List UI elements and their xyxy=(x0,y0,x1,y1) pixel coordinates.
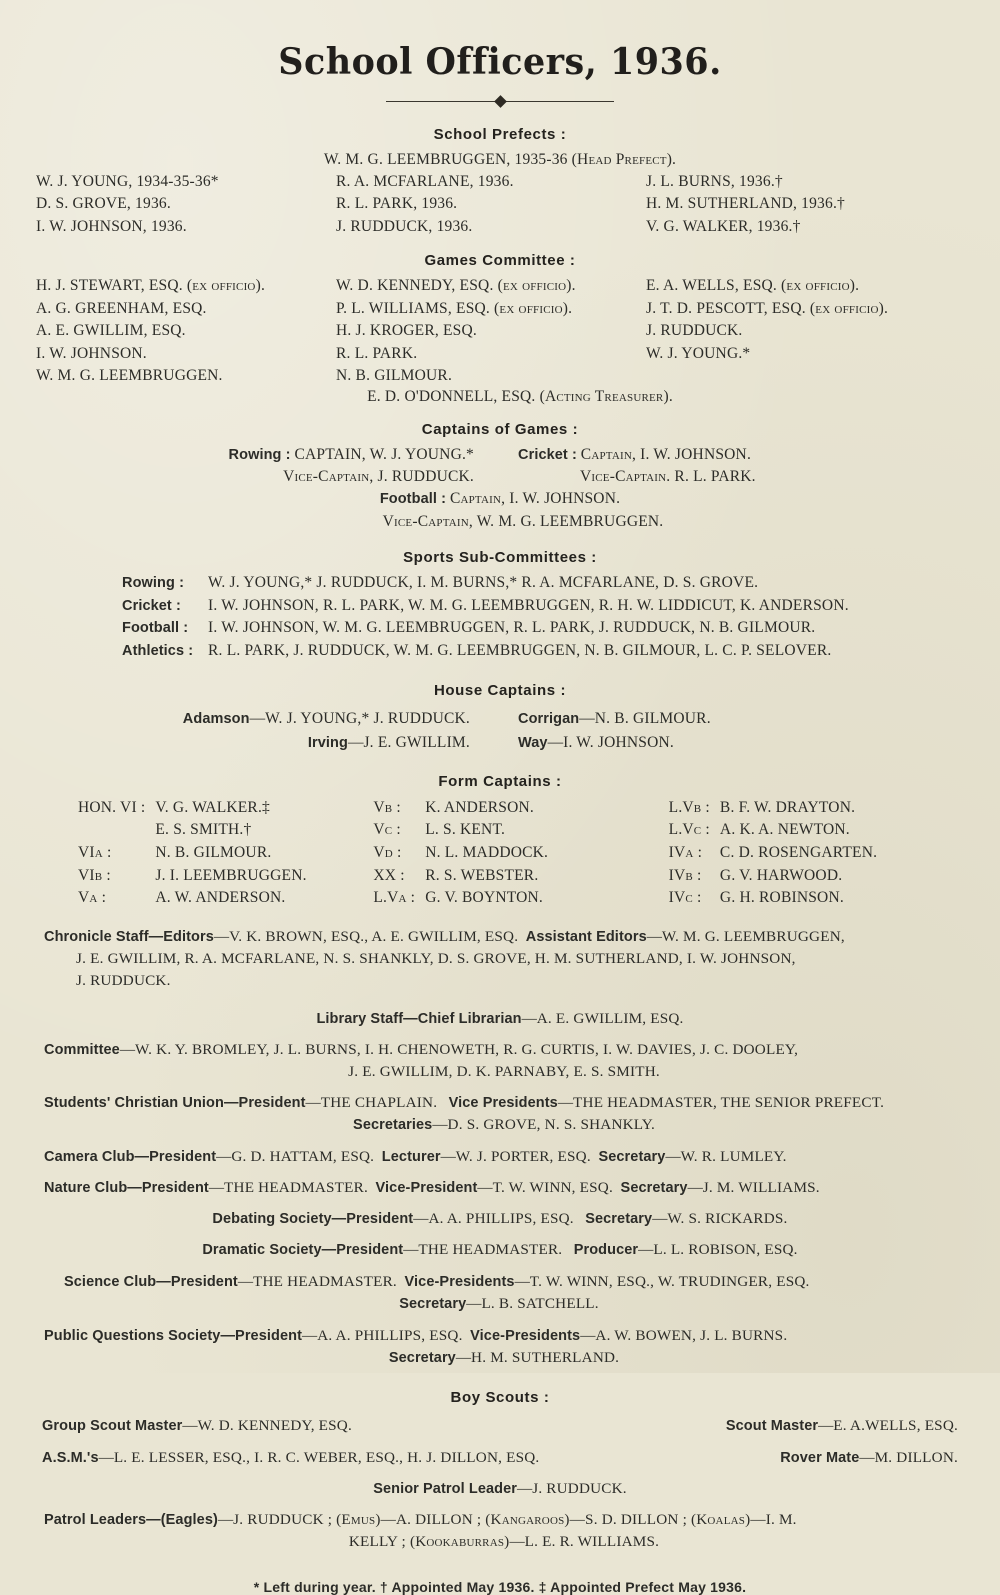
form-captain-name: L. S. KENT. xyxy=(425,821,506,839)
scout-master: E. A.WELLS, ESQ. xyxy=(833,1417,958,1435)
list-item: V. G. WALKER, 1936.† xyxy=(646,217,801,235)
patrol-leaders-block: Patrol Leaders—(Eagles)—J. RUDDUCK ; (Emus)—A. DILLON ; (Kangaroos)—S. D. DILLON ; (Koalas)—I. M. KELLY ; (Kookaburras)—L. E. R. WILLIAMS. xyxy=(36,1509,964,1553)
sub-committee-row xyxy=(122,617,964,639)
sub-committee-label: Cricket : xyxy=(122,597,181,614)
house-name: Way xyxy=(518,735,548,752)
debating-society-president: A. A. PHILLIPS, ESQ. xyxy=(428,1210,574,1228)
scu-president: THE CHAPLAIN. xyxy=(320,1094,438,1112)
science-club-sec-label: Secretary xyxy=(399,1296,467,1313)
chronicle-staff-label: Chronicle Staff—Editors xyxy=(44,928,214,945)
camera-club-president: G. D. HATTAM, ESQ. xyxy=(231,1148,375,1166)
form-captain-name: C. D. ROSENGARTEN. xyxy=(719,844,878,862)
form-captain-name: R. S. WEBSTER. xyxy=(425,866,539,884)
cricket-captains xyxy=(500,444,964,489)
camera-club-role3-label: Secretary xyxy=(598,1149,666,1166)
form-label: L.Vc : xyxy=(668,821,710,839)
assistant-editors-line-3: J. RUDDUCK. xyxy=(76,971,171,989)
asm-line: A.S.M.'s—L. E. LESSER, ESQ., I. R. C. WEBER, ESQ., H. J. DILLON, ESQ. xyxy=(42,1449,540,1467)
camera-club-line: Camera Club—President—G. D. HATTAM, ESQ. Lecturer—W. J. PORTER, ESQ. Secretary—W. R. LUMLEY. xyxy=(44,1148,787,1166)
games-committee-column-2 xyxy=(336,275,646,387)
house-name: Irving xyxy=(307,735,348,752)
sub-committee-members: W. J. YOUNG,* J. RUDDUCK, I. M. BURNS,* R. A. MCFARLANE, D. S. GROVE. xyxy=(208,574,759,592)
dramatic-society-line: Dramatic Society—President—THE HEADMASTER. Producer—L. L. ROBISON, ESQ. xyxy=(202,1241,798,1259)
house-captain-names: I. W. JOHNSON. xyxy=(563,734,674,752)
form-label: XX : xyxy=(373,866,405,884)
section-heading-sports-sub-committees: Sports Sub-Committees : xyxy=(403,549,597,567)
camera-club-lecturer: W. J. PORTER, ESQ. xyxy=(455,1148,591,1166)
cricket-vice-captain: Vice-Captain. R. L. PARK. xyxy=(580,468,756,486)
house-captain-names: J. E. GWILLIM. xyxy=(363,734,470,752)
nature-club-role2-label: Vice-President xyxy=(375,1180,478,1197)
public-questions-vice-label: Vice-Presidents xyxy=(470,1328,581,1345)
form-label: VIa : xyxy=(78,844,112,862)
library-staff-label: Library Staff—Chief Librarian xyxy=(316,1011,522,1028)
nature-club-president: THE HEADMASTER. xyxy=(224,1179,368,1197)
asm-label: A.S.M.'s xyxy=(42,1450,99,1467)
scout-master-line: Scout Master—E. A.WELLS, ESQ. xyxy=(725,1417,958,1435)
form-captain-name: G. V. BOYNTON. xyxy=(425,889,543,907)
form-captain-name: A. K. A. NEWTON. xyxy=(719,821,850,839)
list-item: W. D. KENNEDY, ESQ. (ex officio). xyxy=(336,277,576,295)
debating-society-label: Debating Society—President xyxy=(212,1211,414,1228)
assistant-editors-line-1: W. M. G. LEEMBRUGGEN, xyxy=(661,927,845,945)
page-title: School Officers, 1936. xyxy=(278,41,722,83)
form-captain-name: G. V. HARWOOD. xyxy=(719,866,843,884)
camera-club-secretary: W. R. LUMLEY. xyxy=(680,1148,787,1166)
public-questions-president: A. A. PHILLIPS, ESQ. xyxy=(317,1327,463,1345)
games-committee-treasurer: E. D. O'DONNELL, ESQ. (Acting Treasurer). xyxy=(367,387,673,405)
form-captains-column-3 xyxy=(669,797,964,910)
cricket-captain: Captain, I. W. JOHNSON. xyxy=(580,445,752,463)
form-label: Vc : xyxy=(373,821,401,839)
sub-committee-label: Athletics : xyxy=(122,642,194,659)
rowing-captains xyxy=(36,444,500,489)
house-captain-row: Irving—J. E. GWILLIM. xyxy=(307,734,470,752)
senior-patrol-leader-line: Senior Patrol Leader—J. RUDDUCK. xyxy=(373,1480,627,1498)
list-item: W. M. G. LEEMBRUGGEN. xyxy=(36,367,223,385)
section-heading-form-captains: Form Captains : xyxy=(438,772,562,790)
form-label xyxy=(78,819,145,842)
public-questions-secretary-line: Secretary—H. M. SUTHERLAND. xyxy=(388,1349,620,1367)
sub-committee-label: Football : xyxy=(122,620,189,637)
house-captain-row: Adamson—W. J. YOUNG,* J. RUDDUCK. xyxy=(182,710,470,728)
camera-club-label: Camera Club—President xyxy=(44,1149,217,1166)
dramatic-society-president: THE HEADMASTER. xyxy=(418,1241,563,1259)
list-item: R. L. PARK, 1936. xyxy=(336,195,458,213)
debating-society-secretary: W. S. RICKARDS. xyxy=(667,1210,788,1228)
sub-committee-row xyxy=(122,595,964,617)
library-committee-label: Committee xyxy=(44,1042,120,1059)
sub-committee-members: I. W. JOHNSON, W. M. G. LEEMBRUGGEN, R. L. PARK, J. RUDDUCK, N. B. GILMOUR. xyxy=(208,619,816,637)
form-captain-name: N. B. GILMOUR. xyxy=(155,844,272,862)
students-christian-union-block: Students' Christian Union—President—THE CHAPLAIN. Vice Presidents—THE HEADMASTER, THE SENIOR PREFECT. Secretaries—D. S. GROVE, N. S. SHANKLY. xyxy=(36,1092,964,1136)
rover-mate: M. DILLON. xyxy=(874,1449,958,1467)
nature-club-line: Nature Club—President—THE HEADMASTER. Vice-President—T. W. WINN, ESQ. Secretary—J. M. WILLIAMS. xyxy=(44,1179,820,1197)
science-club-president: THE HEADMASTER. xyxy=(253,1273,397,1291)
asm-names: L. E. LESSER, ESQ., I. R. C. WEBER, ESQ., H. J. DILLON, ESQ. xyxy=(113,1449,540,1467)
form-captain-name: J. I. LEEMBRUGGEN. xyxy=(155,866,307,884)
science-club-label: Science Club—President xyxy=(64,1274,238,1291)
form-captains-column-1 xyxy=(78,797,373,910)
house-captain-row: Way—I. W. JOHNSON. xyxy=(518,734,674,752)
group-scout-master: W. D. KENNEDY, ESQ. xyxy=(197,1417,352,1435)
scu-secretaries: D. S. GROVE, N. S. SHANKLY. xyxy=(447,1116,655,1134)
patrol-leaders-label: Patrol Leaders—(Eagles) xyxy=(44,1512,218,1529)
sub-committee-members: I. W. JOHNSON, R. L. PARK, W. M. G. LEEMBRUGGEN, R. H. W. LIDDICUT, K. ANDERSON. xyxy=(208,596,849,614)
football-label: Football : xyxy=(379,491,447,508)
camera-club-role2-label: Lecturer xyxy=(381,1149,441,1166)
list-item: I. W. JOHNSON. xyxy=(36,344,147,362)
list-item: H. J. KROGER, ESQ. xyxy=(336,322,477,340)
nature-club-label: Nature Club—President xyxy=(44,1180,209,1197)
list-item: R. A. MCFARLANE, 1936. xyxy=(336,172,514,190)
form-label: Va : xyxy=(78,889,107,907)
form-label: HON. VI : xyxy=(78,798,146,816)
list-item: E. A. WELLS, ESQ. (ex officio). xyxy=(646,277,860,295)
scu-vice-label: Vice Presidents xyxy=(448,1095,558,1112)
nature-club-vice-president: T. W. WINN, ESQ. xyxy=(492,1179,613,1197)
list-item: H. M. SUTHERLAND, 1936.† xyxy=(646,195,845,213)
sub-committee-row xyxy=(122,640,964,662)
science-club-vice-label: Vice-Presidents xyxy=(404,1274,515,1291)
football-captain: Captain, I. W. JOHNSON. xyxy=(449,490,621,508)
list-item: J. RUDDUCK. xyxy=(646,322,743,340)
science-club-block: Science Club—President—THE HEADMASTER. Vice-Presidents—T. W. WINN, ESQ., W. TRUDINGER, ESQ. Secretary—L. B. SATCHELL. xyxy=(36,1271,964,1315)
form-label: IVc : xyxy=(668,889,702,907)
debating-society-line: Debating Society—President—A. A. PHILLIPS, ESQ. Secretary—W. S. RICKARDS. xyxy=(212,1210,788,1228)
title-divider-ornament xyxy=(386,96,614,108)
house-name: Adamson xyxy=(182,711,250,728)
list-item: A. E. GWILLIM, ESQ. xyxy=(36,322,186,340)
patrol-leaders-kookaburras: L. E. R. WILLIAMS. xyxy=(524,1533,660,1551)
dramatic-society-label: Dramatic Society—President xyxy=(202,1242,404,1259)
list-item: N. B. GILMOUR. xyxy=(336,367,453,385)
dramatic-society-role2-label: Producer xyxy=(573,1242,639,1259)
sub-committee-label: Rowing : xyxy=(122,575,185,592)
section-heading-prefects: School Prefects : xyxy=(433,125,567,143)
library-committee-line-1: W. K. Y. BROMLEY, J. L. BURNS, I. H. CHENOWETH, R. G. CURTIS, I. W. DAVIES, J. C. DOOLEY, xyxy=(135,1041,799,1059)
assistant-editors-line-2: J. E. GWILLIM, R. A. MCFARLANE, N. S. SHANKLY, D. S. GROVE, H. M. SUTHERLAND, I. W. JOHNSON, xyxy=(76,949,796,967)
form-label: IVb : xyxy=(668,866,702,884)
form-captain-name: V. G. WALKER.‡ xyxy=(155,798,270,816)
form-label: Vd : xyxy=(373,844,402,862)
form-captain-name: E. S. SMITH.† xyxy=(155,821,252,839)
debating-society-role2-label: Secretary xyxy=(585,1211,653,1228)
footnote-legend: * Left during year. † Appointed May 1936. ‡ Appointed Prefect May 1936. xyxy=(253,1579,747,1595)
house-captain-names: N. B. GILMOUR. xyxy=(594,710,711,728)
form-captain-name: N. L. MADDOCK. xyxy=(425,844,549,862)
cricket-label: Cricket : xyxy=(518,446,577,463)
rowing-captain: CAPTAIN, W. J. YOUNG.* xyxy=(294,445,474,463)
form-label: Vb : xyxy=(373,798,401,816)
library-committee-line-2: J. E. GWILLIM, D. K. PARNABY, E. S. SMITH. xyxy=(348,1063,660,1081)
chronicle-editors: V. K. BROWN, ESQ., A. E. GWILLIM, ESQ. xyxy=(229,927,519,945)
science-club-secretary-line: Secretary—L. B. SATCHELL. xyxy=(399,1295,599,1313)
nature-club-secretary: J. M. WILLIAMS. xyxy=(702,1179,820,1197)
rowing-vice-captain: Vice-Captain, J. RUDDUCK. xyxy=(283,468,474,486)
list-item: J. RUDDUCK, 1936. xyxy=(336,217,473,235)
scu-vice-presidents: THE HEADMASTER, THE SENIOR PREFECT. xyxy=(573,1094,885,1112)
prefects-column-1 xyxy=(36,171,336,238)
rover-mate-label: Rover Mate xyxy=(780,1450,860,1467)
group-scout-master-label: Group Scout Master xyxy=(42,1418,183,1435)
form-label: IVa : xyxy=(668,844,703,862)
patrol-leaders-line-1: J. RUDDUCK ; (Emus)—A. DILLON ; (Kangaroos)—S. D. DILLON ; (Koalas)—I. M. xyxy=(233,1511,797,1529)
scu-secretaries-line: Secretaries—D. S. GROVE, N. S. SHANKLY. xyxy=(353,1116,655,1134)
form-captain-name: A. W. ANDERSON. xyxy=(155,889,286,907)
house-captain-names: W. J. YOUNG,* J. RUDDUCK. xyxy=(265,710,470,728)
football-vice-captain: Vice-Captain, W. M. G. LEEMBRUGGEN. xyxy=(382,512,664,530)
games-committee-column-1 xyxy=(36,275,336,387)
public-questions-vice-presidents: A. W. BOWEN, J. L. BURNS. xyxy=(595,1327,788,1345)
section-heading-captains-of-games: Captains of Games : xyxy=(421,420,579,438)
list-item: A. G. GREENHAM, ESQ. xyxy=(36,299,207,317)
group-scout-master-line: Group Scout Master—W. D. KENNEDY, ESQ. xyxy=(42,1417,352,1435)
list-item: H. J. STEWART, ESQ. (ex officio). xyxy=(36,277,266,295)
section-heading-house-captains: House Captains : xyxy=(433,682,567,700)
scu-sec-label: Secretaries xyxy=(353,1117,433,1134)
list-item: R. L. PARK. xyxy=(336,344,418,362)
senior-patrol-leader: J. RUDDUCK. xyxy=(532,1480,627,1498)
list-item: J. T. D. PESCOTT, ESQ. (ex officio). xyxy=(646,299,889,317)
chief-librarian: A. E. GWILLIM, ESQ. xyxy=(536,1010,684,1028)
chronicle-staff-block: Chronicle Staff—Editors—V. K. BROWN, ESQ., A. E. GWILLIM, ESQ. Assistant Editors—W. M. G. LEEMBRUGGEN, J. E. GWILLIM, R. A. MCFARLANE, N. S. SHANKLY, D. S. GROVE, H. M. SUTHERLAND, I. W. JOHNSON, J. RUDDUCK. xyxy=(36,926,964,992)
dramatic-society-producer: L. L. ROBISON, ESQ. xyxy=(653,1241,798,1259)
form-captain-name: K. ANDERSON. xyxy=(425,798,534,816)
form-label: L.Va : xyxy=(373,889,416,907)
list-item: P. L. WILLIAMS, ESQ. (ex officio). xyxy=(336,299,573,317)
scu-label: Students' Christian Union—President xyxy=(44,1095,306,1112)
list-item: W. J. YOUNG.* xyxy=(646,344,751,362)
form-label: L.Vb : xyxy=(668,798,710,816)
form-captain-name: B. F. W. DRAYTON. xyxy=(719,798,856,816)
prefects-column-3 xyxy=(646,171,964,238)
patrol-leaders-line-2: KELLY ; (Kookaburras)—L. E. R. WILLIAMS. xyxy=(348,1533,660,1551)
public-questions-block: Public Questions Society—President—A. A. PHILLIPS, ESQ. Vice-Presidents—A. W. BOWEN, J. L. BURNS. Secretary—H. M. SUTHERLAND. xyxy=(36,1325,964,1369)
scout-master-label: Scout Master xyxy=(725,1418,819,1435)
rowing-label: Rowing : xyxy=(228,446,291,463)
games-committee-column-3 xyxy=(646,275,964,387)
science-club-secretary: L. B. SATCHELL. xyxy=(481,1295,599,1313)
rover-mate-line: Rover Mate—M. DILLON. xyxy=(780,1449,958,1467)
section-heading-boy-scouts: Boy Scouts : xyxy=(450,1389,550,1407)
head-prefect-line: W. M. G. LEEMBRUGGEN, 1935-36 (Head Prefect). xyxy=(323,150,677,168)
senior-patrol-leader-label: Senior Patrol Leader xyxy=(373,1481,518,1498)
list-item: J. L. BURNS, 1936.† xyxy=(646,172,783,190)
sub-committee-members: R. L. PARK, J. RUDDUCK, W. M. G. LEEMBRUGGEN, N. B. GILMOUR, L. C. P. SELOVER. xyxy=(208,641,832,659)
list-item: W. J. YOUNG, 1934-35-36* xyxy=(36,172,219,190)
section-heading-games-committee: Games Committee : xyxy=(424,252,576,270)
form-label: VIb : xyxy=(78,866,111,884)
form-captains-column-2 xyxy=(373,797,668,910)
prefects-column-2 xyxy=(336,171,646,238)
library-staff-line: Library Staff—Chief Librarian—A. E. GWILLIM, ESQ. xyxy=(316,1010,684,1028)
house-captain-row: Corrigan—N. B. GILMOUR. xyxy=(518,710,711,728)
form-captain-name: G. H. ROBINSON. xyxy=(719,889,844,907)
assistant-editors-label: Assistant Editors xyxy=(525,928,647,945)
science-club-vice-presidents: T. W. WINN, ESQ., W. TRUDINGER, ESQ. xyxy=(529,1273,810,1291)
house-name: Corrigan xyxy=(518,711,580,728)
library-committee-block: Committee—W. K. Y. BROMLEY, J. L. BURNS, I. H. CHENOWETH, R. G. CURTIS, I. W. DAVIES, J. C. DOOLEY, J. E. GWILLIM, D. K. PARNABY, E. S. SMITH. xyxy=(36,1039,964,1083)
list-item: D. S. GROVE, 1936. xyxy=(36,195,171,213)
list-item: I. W. JOHNSON, 1936. xyxy=(36,217,187,235)
public-questions-secretary: H. M. SUTHERLAND. xyxy=(471,1349,620,1367)
patrol-leaders-kelly: KELLY ; (Kookaburras) xyxy=(348,1533,510,1551)
public-questions-label: Public Questions Society—President xyxy=(44,1328,303,1345)
sub-committee-row xyxy=(122,572,964,594)
nature-club-role3-label: Secretary xyxy=(620,1180,688,1197)
public-questions-sec-label: Secretary xyxy=(388,1350,456,1367)
